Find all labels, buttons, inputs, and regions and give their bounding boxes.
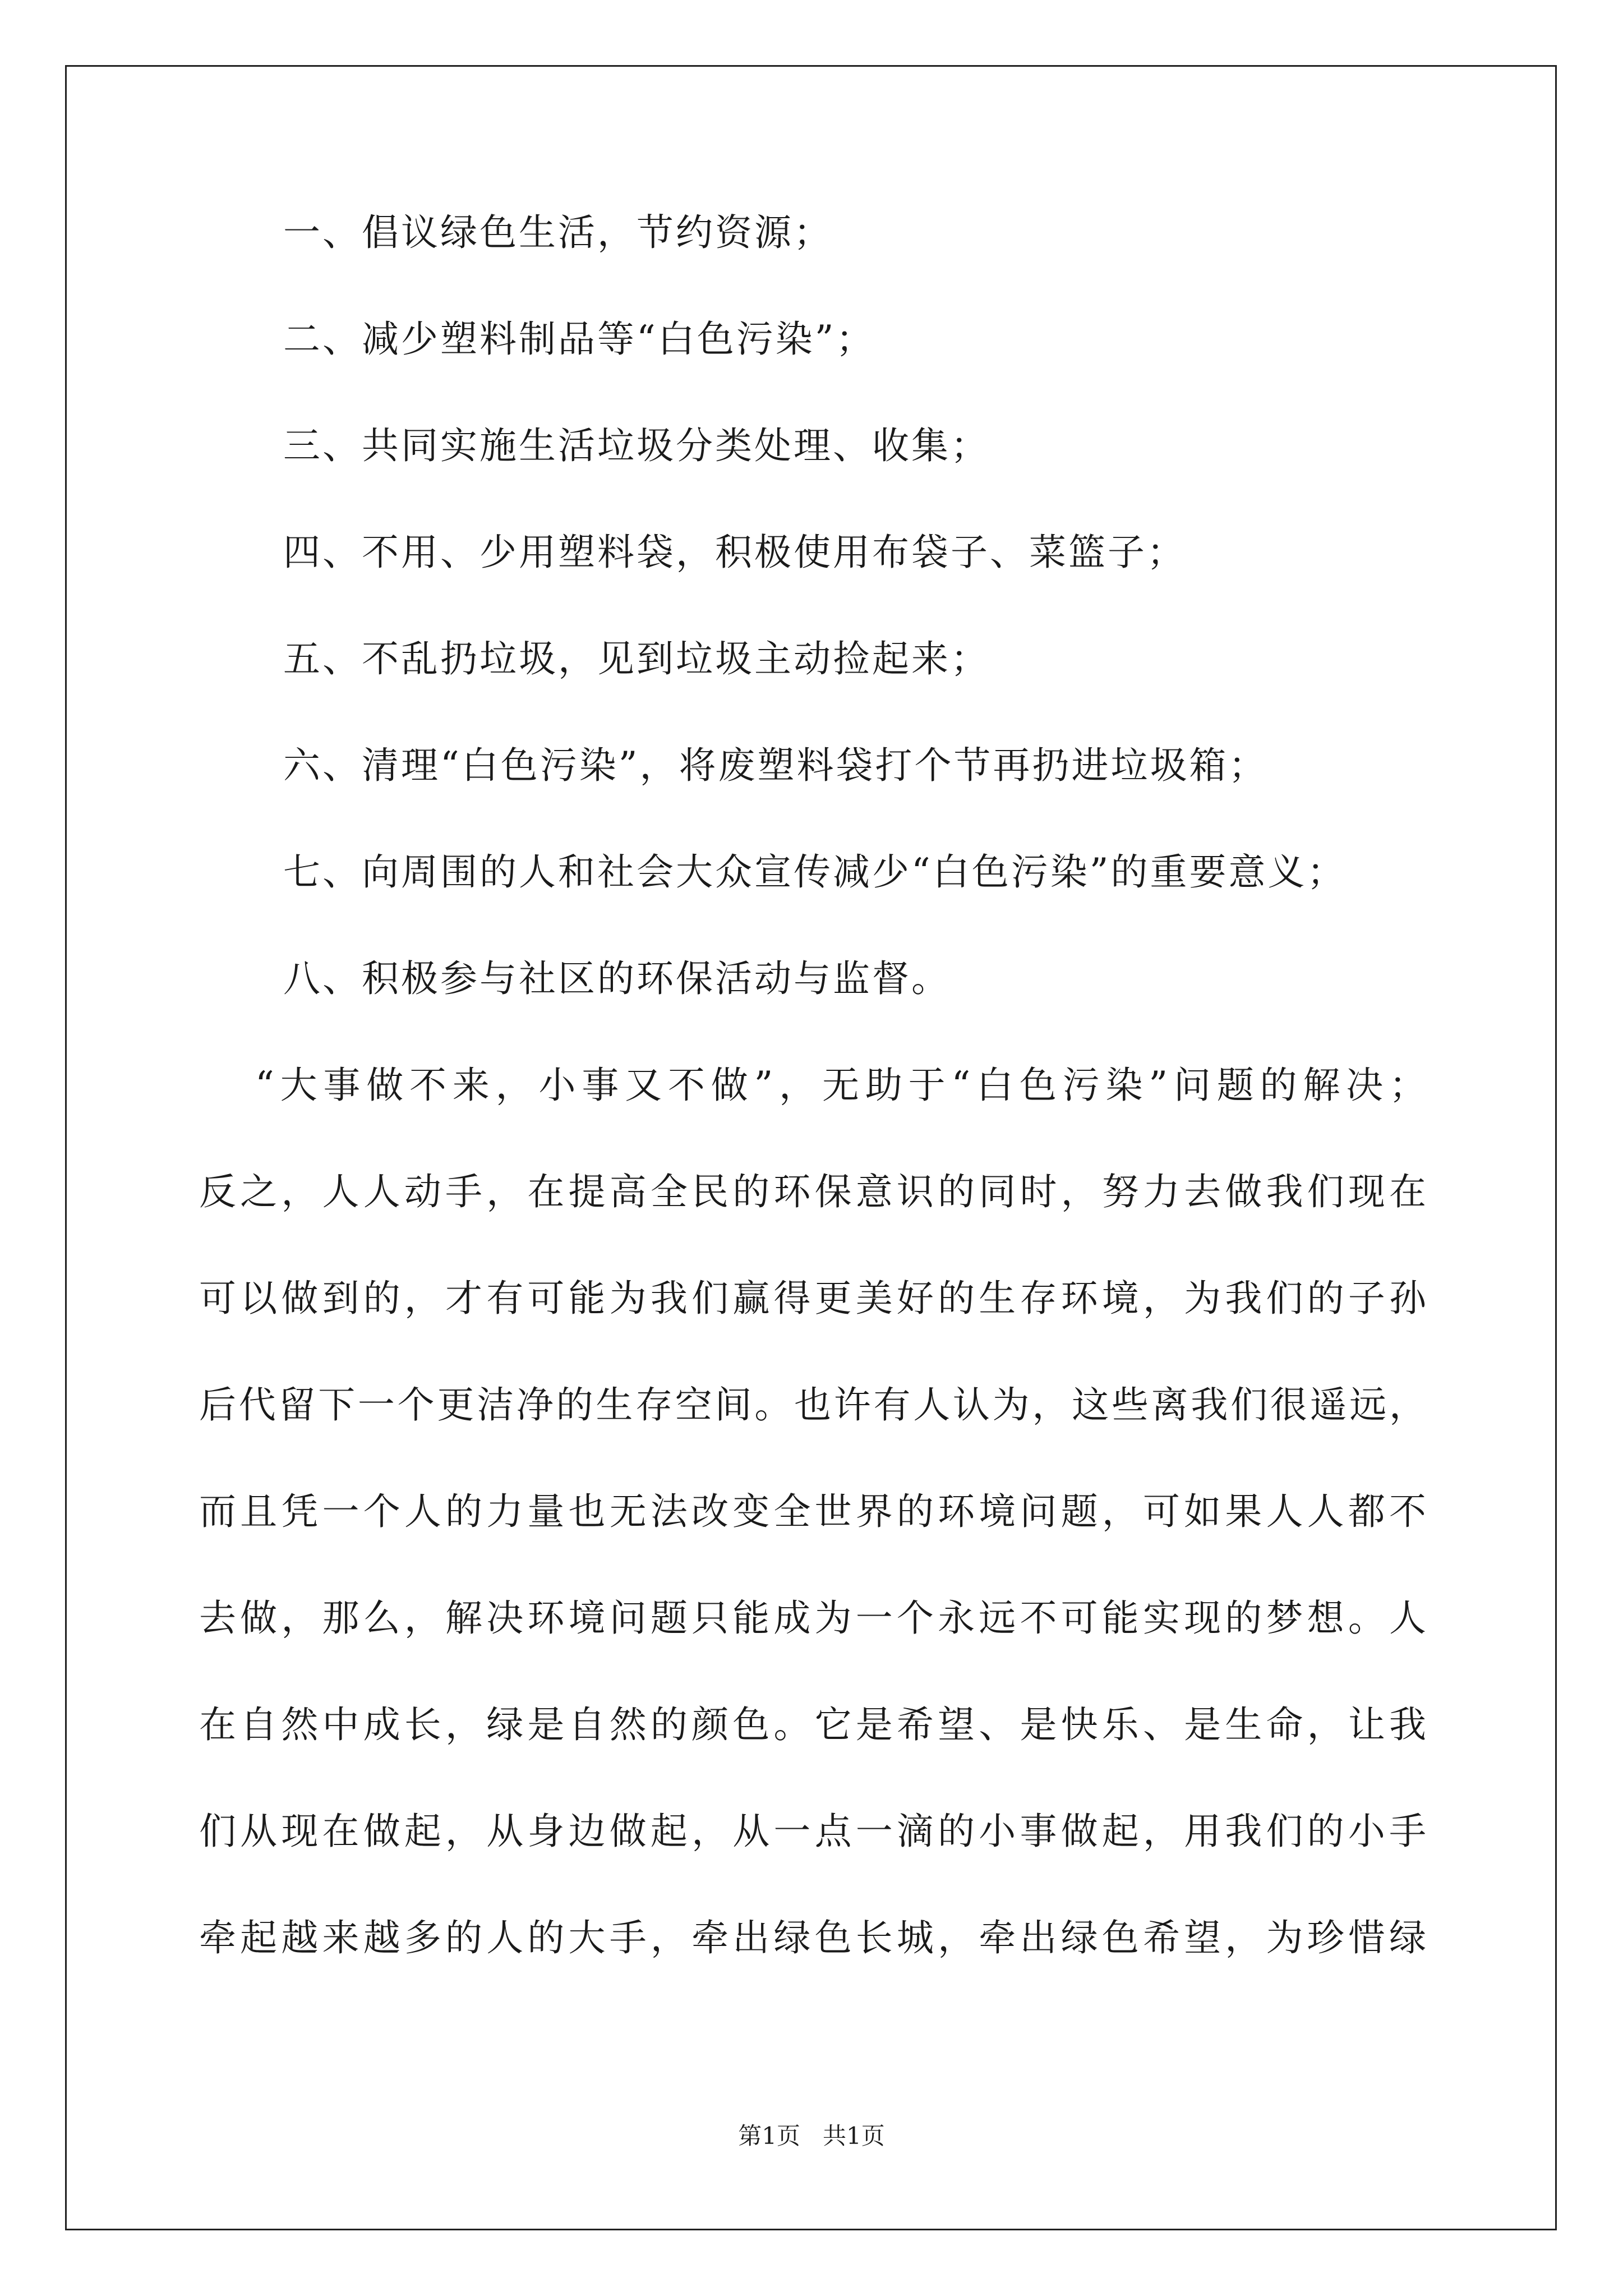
page-border xyxy=(65,65,1557,2230)
paragraph-line: 去做，那么，解决环境问题只能成为一个永远不可能实现的梦想。人 xyxy=(199,1596,1427,1640)
paragraph-line: “大事做不来，小事又不做”，无助于“白色污染”问题的解决； xyxy=(255,1064,1427,1107)
list-item: 五、不乱扔垃圾，见到垃圾主动捡起来； xyxy=(283,637,990,680)
list-item: 八、积极参与社区的环保活动与监督。 xyxy=(283,957,951,1000)
paragraph-line: 们从现在做起，从身边做起，从一点一滴的小事做起，用我们的小手 xyxy=(199,1810,1427,1853)
list-item: 七、向周围的人和社会大众宣传减少“白色污染”的重要意义； xyxy=(283,850,1347,894)
paragraph-line: 在自然中成长，绿是自然的颜色。它是希望、是快乐、是生命，让我 xyxy=(199,1703,1427,1746)
list-item: 二、减少塑料制品等“白色污染”； xyxy=(283,318,875,361)
page-number-footer: 第1页 共1页 xyxy=(738,2122,885,2150)
paragraph-line: 后代留下一个更洁净的生存空间。也许有人认为，这些离我们很遥远， xyxy=(199,1383,1427,1427)
paragraph-line: 反之，人人动手，在提高全民的环保意识的同时，努力去做我们现在 xyxy=(199,1170,1427,1213)
list-item: 四、不用、少用塑料袋，积极使用布袋子、菜篮子； xyxy=(283,531,1186,574)
paragraph-line: 可以做到的，才有可能为我们赢得更美好的生存环境，为我们的子孙 xyxy=(199,1277,1427,1320)
list-item: 一、倡议绿色生活，节约资源； xyxy=(283,211,833,254)
list-item: 三、共同实施生活垃圾分类处理、收集； xyxy=(283,424,990,467)
paragraph-line: 牵起越来越多的人的大手，牵出绿色长城，牵出绿色希望，为珍惜绿 xyxy=(199,1916,1427,1959)
list-item: 六、清理“白色污染”，将废塑料袋打个节再扔进垃圾箱； xyxy=(283,744,1268,787)
paragraph-line: 而且凭一个人的力量也无法改变全世界的环境问题，可如果人人都不 xyxy=(199,1490,1427,1533)
